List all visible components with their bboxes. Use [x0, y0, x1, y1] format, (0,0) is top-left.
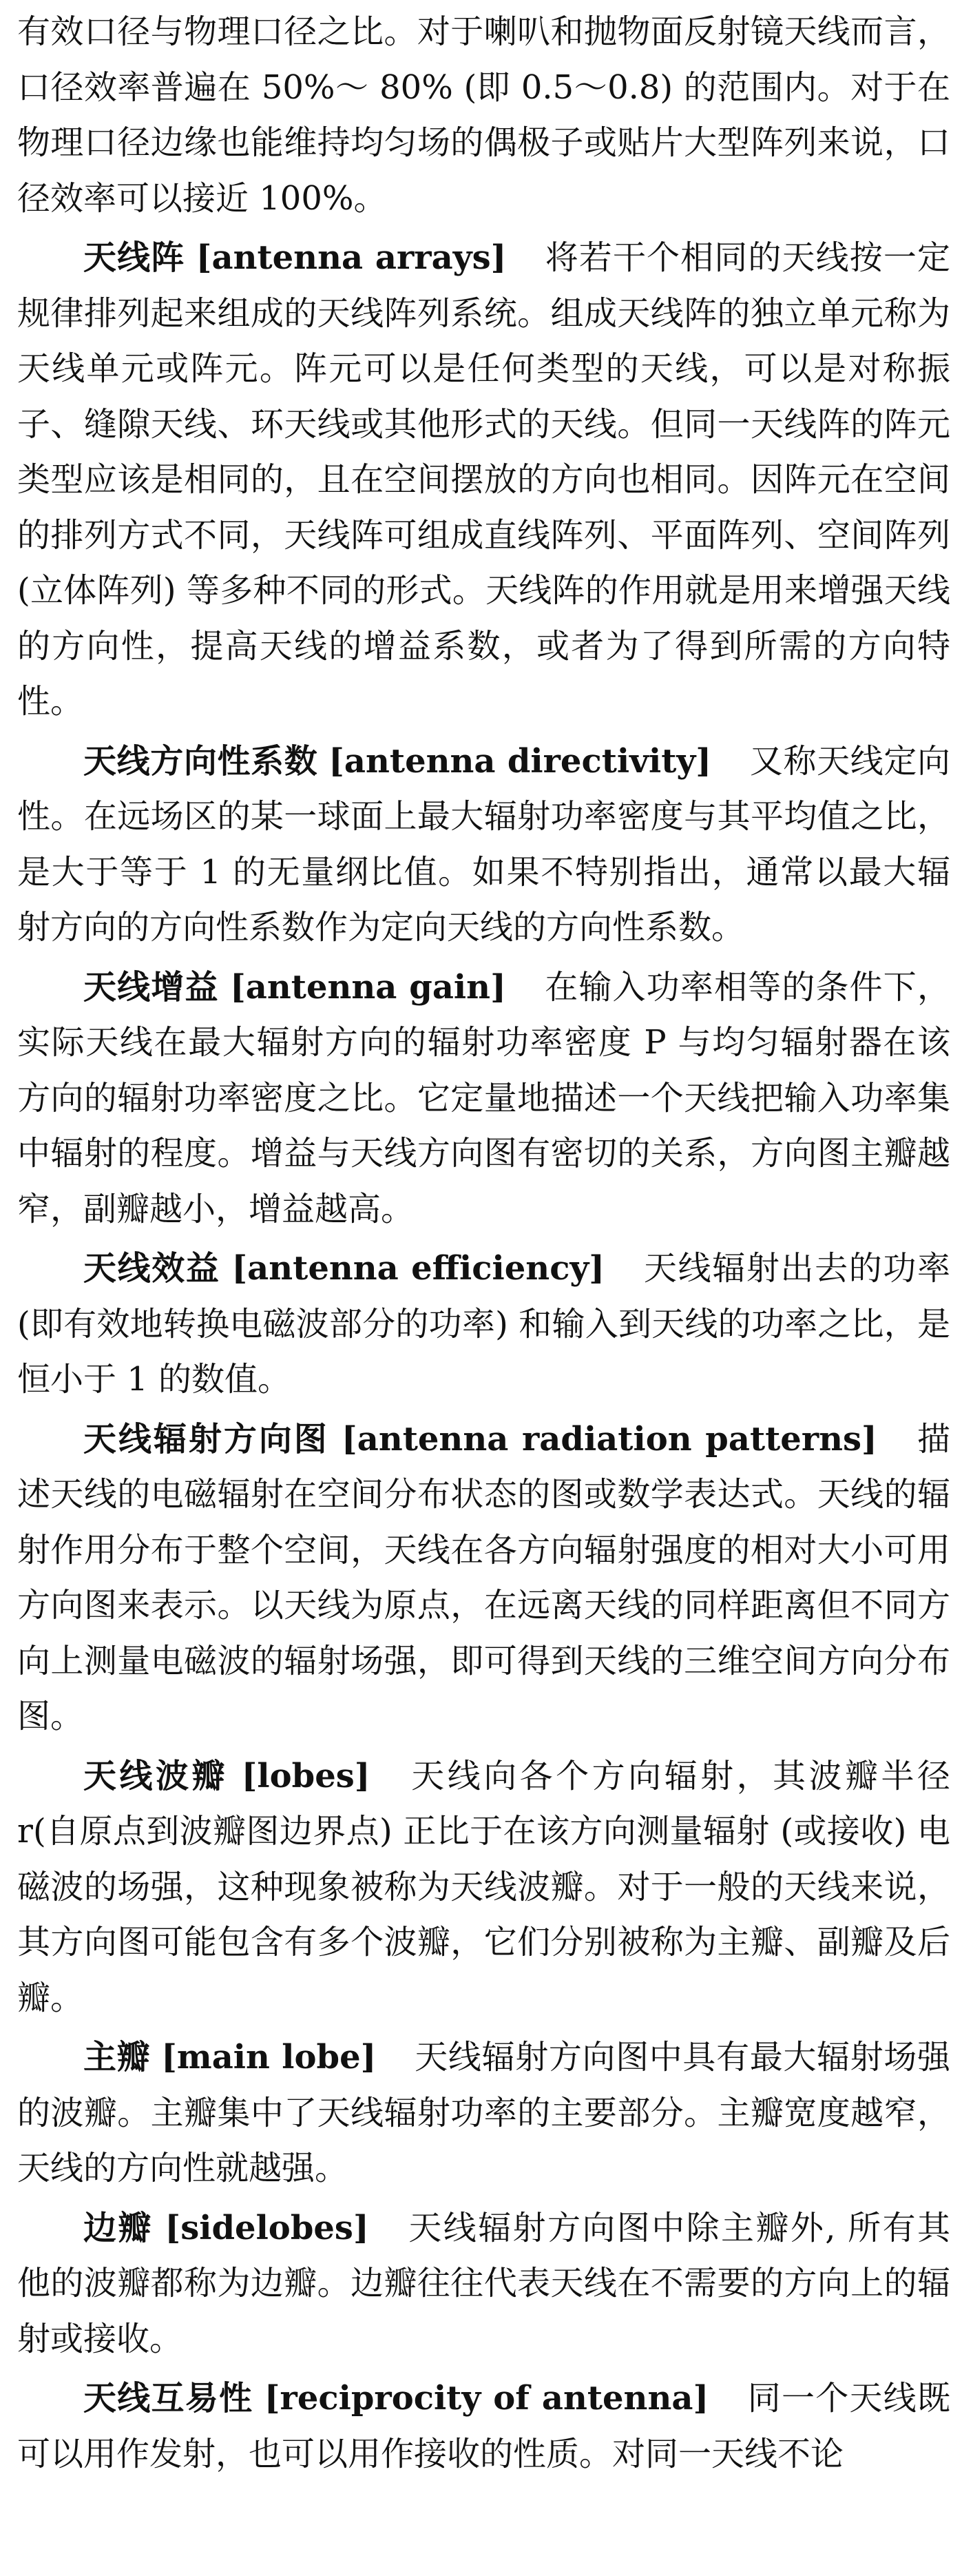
entry-definition: 又称天线定向性。在远场区的某一球面上最大辐射功率密度与其平均值之比，是大于等于 1 的无量纲比值。如果不特别指出，通常以最大辐射方向的方向性系数作为定向天线的方向性系数。 — [17, 741, 950, 947]
entry-term: 天线效益 — [83, 1249, 220, 1288]
entry-english: [main lobe] — [161, 2038, 377, 2077]
entry-english: [antenna directivity] — [328, 741, 712, 781]
entry-main-lobe — [17, 2030, 950, 2196]
entry-term: 天线增益 — [83, 967, 219, 1007]
entry-term: 天线互易性 — [83, 2379, 253, 2418]
entry-term: 天线波瓣 — [83, 1756, 228, 1795]
entry-definition: 天线向各个方向辐射，其波瓣半径 r(自原点到波瓣图边界点) 正比于在该方向测量辐射 (或接收) 电磁波的场强，这种现象被称为天线波瓣。对于一般的天线来说，其方向图可能包含有多个波瓣，它们分别被称为主瓣、副瓣及后瓣。 — [17, 1756, 950, 2017]
entry-definition: 天线辐射方向图中具有最大辐射场强的波瓣。主瓣集中了天线辐射功率的主要部分。主瓣宽度越窄，天线的方向性就越强。 — [17, 2038, 950, 2187]
document-page — [17, 4, 950, 2482]
entry-english: [reciprocity of antenna] — [264, 2379, 709, 2418]
entry-definition: 天线辐射方向图中除主瓣外, 所有其他的波瓣都称为边瓣。边瓣往往代表天线在不需要的方向上的辐射或接收。 — [17, 2208, 950, 2358]
entry-english: [sidelobes] — [165, 2208, 369, 2247]
entry-english: [antenna arrays] — [196, 238, 507, 277]
entry-term: 天线阵 — [83, 238, 185, 277]
lead-paragraph: 有效口径与物理口径之比。对于喇叭和抛物面反射镜天线而言，口径效率普遍在 50%～ 80% (即 0.5～0.8) 的范围内。对于在物理口径边缘也能维持均匀场的偶极子或贴片大型阵列来说，口径效率可以接近 100%。 — [17, 12, 950, 218]
entry-term: 主瓣 — [83, 2038, 151, 2077]
entry-english: [lobes] — [241, 1756, 370, 1795]
entry-definition: 描述天线的电磁辐射在空间分布状态的图或数学表达式。天线的辐射作用分布于整个空间，天线在各方向辐射强度的相对大小可用方向图来表示。以天线为原点，在远离天线的同样距离但不同方向上测量电磁波的辐射场强，即可得到天线的三维空间方向分布图。 — [17, 1419, 950, 1735]
entry-definition: 同一个天线既可以用作发射，也可以用作接收的性质。对同一天线不论 — [17, 2379, 951, 2473]
entry-english: [antenna efficiency] — [231, 1249, 605, 1288]
entry-sidelobes — [17, 2201, 950, 2367]
entry-term: 天线辐射方向图 — [83, 1419, 329, 1459]
entry-reciprocity-of-antenna — [17, 2371, 950, 2482]
entry-antenna-arrays — [17, 230, 950, 730]
entry-antenna-gain — [17, 960, 950, 1237]
entry-english: [antenna gain] — [230, 967, 506, 1007]
entry-term: 天线方向性系数 — [83, 741, 318, 781]
entry-antenna-efficiency — [17, 1241, 950, 1408]
entry-definition: 在输入功率相等的条件下，实际天线在最大辐射方向的辐射功率密度 P 与均匀辐射器在该方向的辐射功率密度之比。它定量地描述一个天线把输入功率集中辐射的程度。增益与天线方向图有密切的关系，方向图主瓣越窄，副瓣越小，增益越高。 — [17, 967, 950, 1228]
entry-lobes — [17, 1749, 950, 2026]
entry-term: 边瓣 — [83, 2208, 153, 2247]
entry-english: [antenna radiation patterns] — [342, 1419, 877, 1459]
entry-definition: 天线辐射出去的功率 (即有效地转换电磁波部分的功率) 和输入到天线的功率之比，是恒小于 1 的数值。 — [17, 1249, 951, 1399]
entry-antenna-directivity — [17, 734, 950, 956]
entry-antenna-radiation-patterns — [17, 1412, 950, 1744]
entry-definition: 将若干个相同的天线按一定规律排列起来组成的天线阵列系统。组成天线阵的独立单元称为天线单元或阵元。阵元可以是任何类型的天线，可以是对称振子、缝隙天线、环天线或其他形式的天线。但同一天线阵的阵元类型应该是相同的，且在空间摆放的方向也相同。因阵元在空间的排列方式不同，天线阵可组成直线阵列、平面阵列、空间阵列 (立体阵列) 等多种不同的形式。天线阵的作用就是用来增强天线的方向性，提高天线的增益系数，或者为了得到所需的方向特性。 — [17, 238, 950, 721]
